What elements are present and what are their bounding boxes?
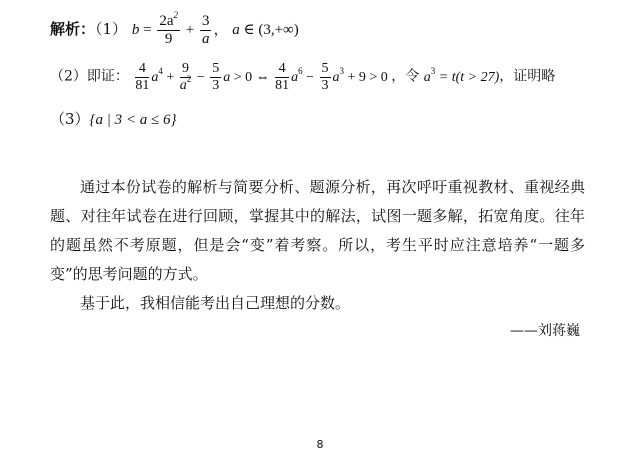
equivalence: > 0 ⇔ bbox=[230, 69, 274, 85]
fraction-2a2-over-9 bbox=[157, 10, 180, 47]
substitution bbox=[423, 65, 500, 85]
var-a: a bbox=[423, 69, 431, 85]
minus-sign: − bbox=[302, 69, 318, 85]
frac-denominator: 9 bbox=[164, 31, 173, 47]
fraction-3-over-a bbox=[200, 14, 212, 47]
frac-numerator: 4 bbox=[275, 62, 289, 78]
exponent: 6 bbox=[298, 65, 303, 76]
frac-numerator: 5 bbox=[321, 61, 329, 76]
analysis-part1-line bbox=[50, 10, 299, 47]
var-a: a bbox=[332, 69, 340, 85]
domain-interval: (3,+∞) bbox=[258, 21, 299, 38]
part3-label: （3） bbox=[50, 110, 90, 128]
author-signature: ——刘蒋巍 bbox=[510, 323, 580, 339]
frac-numerator: 3 bbox=[201, 13, 210, 29]
fraction-5-over-3-b bbox=[320, 62, 331, 93]
exponent: 2 bbox=[173, 10, 178, 20]
fraction-4-over-81-b bbox=[275, 62, 289, 93]
var-b: b bbox=[131, 21, 140, 38]
fraction-4-over-81 bbox=[135, 62, 149, 93]
proof-omitted: ，证明略 bbox=[499, 68, 556, 85]
closing-paragraph: 基于此，我相信能考出自己理想的分数。 bbox=[80, 294, 351, 312]
minus-sign: − bbox=[193, 69, 209, 85]
part1-formula bbox=[131, 10, 299, 47]
analysis-heading: 解析： bbox=[50, 19, 96, 38]
inequality-rest: + 9 > 0 bbox=[344, 69, 388, 85]
fraction-5-over-3 bbox=[210, 62, 221, 93]
frac-numerator: 4 bbox=[135, 62, 149, 78]
var-a: a bbox=[223, 69, 231, 85]
var-a: a bbox=[179, 78, 187, 93]
equals-sign: = bbox=[139, 21, 156, 38]
page-number: 8 bbox=[316, 438, 324, 451]
part3-answer: {a | 3 < a ≤ 6} bbox=[89, 112, 177, 128]
exponent: 2 bbox=[186, 74, 192, 84]
analysis-part2-line bbox=[50, 62, 555, 93]
part1-label: （1） bbox=[95, 19, 128, 38]
exponent: 3 bbox=[430, 65, 436, 76]
plus-sign: + bbox=[162, 69, 178, 85]
var-a: a bbox=[291, 69, 299, 85]
frac-denominator: 81 bbox=[135, 78, 150, 93]
part2-formula bbox=[133, 61, 391, 93]
part2-label: （2）即证： bbox=[50, 68, 129, 85]
frac-denominator: a bbox=[201, 31, 210, 47]
comma: ， bbox=[213, 21, 229, 38]
comma: ， bbox=[391, 68, 406, 85]
frac-numerator: 5 bbox=[212, 61, 220, 76]
substitution-rhs: = t(t > 27) bbox=[435, 69, 500, 85]
var-a: a bbox=[151, 69, 159, 85]
summary-paragraph: 通过本份试卷的解析与简要分析、题源分析，再次呼吁重视教材、重视经典题、对往年试卷在进行回顾，掌握其中的解法，试图一题多解，拓宽角度。往年的题虽然不考原题，但是会“变”着考察。所以，考生平时应注意培养“一题多变”的思考问题的方式。 bbox=[50, 178, 585, 283]
element-of: ∈ bbox=[239, 21, 259, 38]
frac-denominator: 81 bbox=[275, 78, 290, 93]
exponent: 4 bbox=[158, 65, 163, 76]
fraction-9-over-a2 bbox=[180, 62, 192, 93]
frac-numerator: 2a bbox=[159, 13, 174, 29]
frac-numerator: 9 bbox=[180, 62, 192, 78]
frac-denominator: 3 bbox=[321, 78, 329, 93]
exponent: 3 bbox=[339, 65, 344, 76]
analysis-part3-line bbox=[50, 108, 177, 129]
let-text: 令 bbox=[405, 68, 424, 85]
frac-denominator: 3 bbox=[212, 78, 220, 93]
var-a: a bbox=[232, 21, 240, 38]
plus-sign: + bbox=[181, 21, 198, 38]
